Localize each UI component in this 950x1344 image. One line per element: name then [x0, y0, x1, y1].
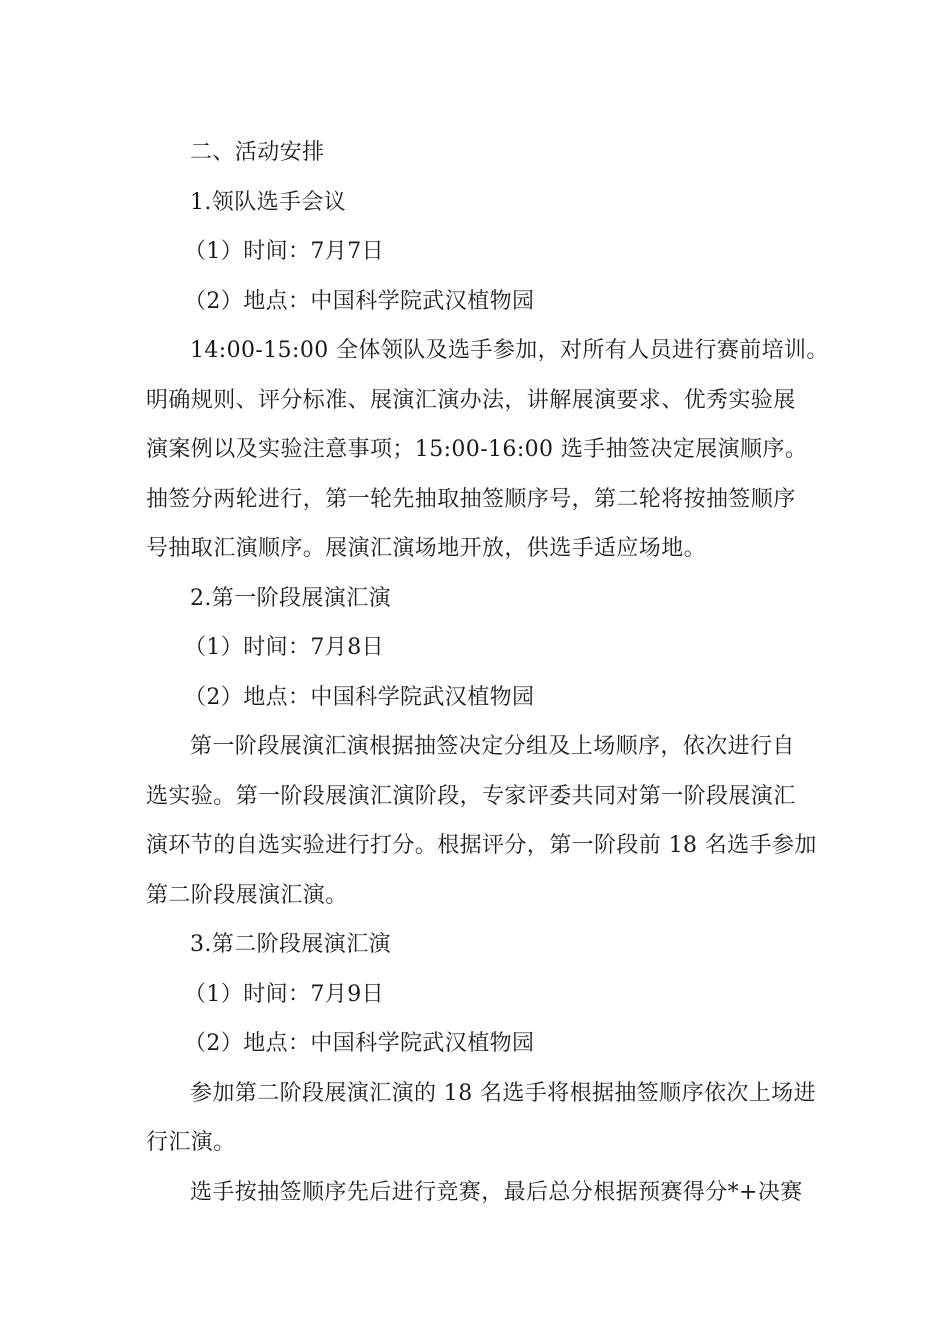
- paragraph-line: 参加第二阶段展演汇演的 18 名选手将根据抽签顺序依次上场进: [190, 1080, 816, 1106]
- item-time-3: （1）时间：7月9日: [184, 981, 384, 1007]
- paragraph-line: 演案例以及实验注意事项；15:00-16:00 选手抽签决定展演顺序。: [146, 437, 808, 462]
- subsection-heading-3: 3.第二阶段展演汇演: [190, 932, 391, 957]
- item-location-2: （2）地点：中国科学院武汉植物园: [184, 684, 535, 710]
- section-heading-activity-arrangement: 二、活动安排: [190, 140, 325, 165]
- paragraph-line: 明确规则、评分标准、展演汇演办法，讲解展演要求、优秀实验展: [146, 387, 796, 413]
- item-time-2: （1）时间：7月8日: [184, 635, 384, 660]
- paragraph-line: 选手按抽签顺序先后进行竞赛，最后总分根据预赛得分*+决赛: [190, 1179, 803, 1205]
- paragraph-line: 选实验。第一阶段展演汇演阶段，专家评委共同对第一阶段展演汇: [146, 783, 796, 809]
- paragraph-line: 行汇演。: [146, 1130, 236, 1155]
- subsection-heading-1: 1.领队选手会议: [190, 189, 347, 215]
- item-location-1: （2）地点：中国科学院武汉植物园: [184, 288, 535, 314]
- paragraph-line: 抽签分两轮进行，第一轮先抽取抽签顺序号，第二轮将按抽签顺序: [146, 486, 796, 512]
- subsection-heading-2: 2.第一阶段展演汇演: [190, 585, 391, 611]
- paragraph-line: 14:00-15:00 全体领队及选手参加，对所有人员进行赛前培训。: [190, 338, 829, 363]
- paragraph-line: 号抽取汇演顺序。展演汇演场地开放，供选手适应场地。: [146, 536, 707, 561]
- item-location-3: （2）地点：中国科学院武汉植物园: [184, 1031, 535, 1056]
- paragraph-line: 第一阶段展演汇演根据抽签决定分组及上场顺序，依次进行自: [190, 734, 795, 759]
- paragraph-line: 第二阶段展演汇演。: [146, 882, 348, 908]
- paragraph-line: 演环节的自选实验进行打分。根据评分，第一阶段前 18 名选手参加: [146, 833, 817, 858]
- item-time-1: （1）时间：7月7日: [184, 239, 384, 264]
- document-body: [146, 128, 829, 1217]
